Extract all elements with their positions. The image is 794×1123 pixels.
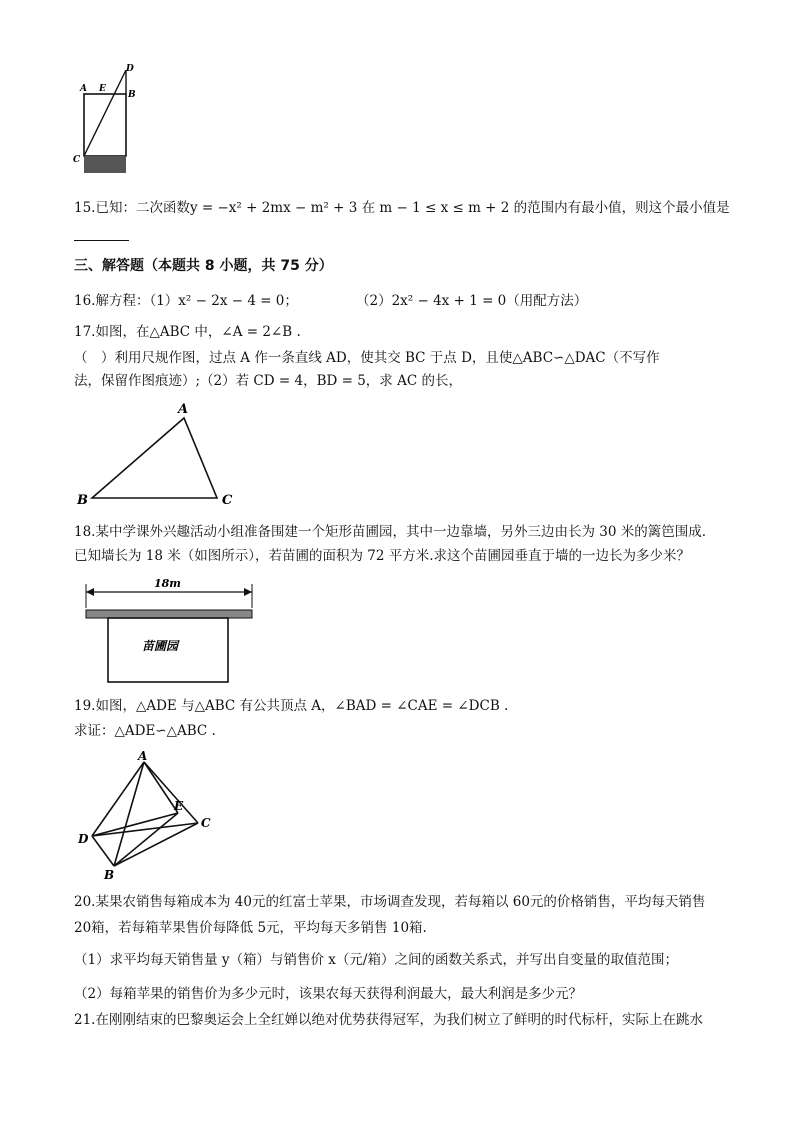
question-21-line1: 21.在刚刚结束的巴黎奥运会上全红婵以绝对优势获得冠军，为我们树立了鲜明的时代标杆，实际上在跳水 <box>74 1012 703 1028</box>
q15-text: 15.已知：二次函数y = −x² + 2mx − m² + 3 在 m − 1 ≤ x ≤ m + 2 的范围内有最小值，则这个最小值是 <box>74 200 730 216</box>
question-16-part2 <box>356 291 587 311</box>
fig17-label-b: B <box>77 493 88 508</box>
question-20-line4: （2）每箱苹果的销售价为多少元时，该果农每天获得利润最大，最大利润是多少元？ <box>74 986 583 1002</box>
seg-ac <box>144 762 198 823</box>
seg-ab <box>114 762 144 866</box>
fig19-label-b: B <box>104 868 115 882</box>
question-15 <box>74 198 730 218</box>
seg-bc <box>114 823 198 866</box>
wall <box>86 610 252 618</box>
question-18-line1: 18.某中学课外兴趣活动小组准备围建一个矩形苗圃园，其中一边靠墙，另外三边由长为 30 米的篱笆围成. <box>74 524 707 540</box>
triangle-abc <box>92 418 217 498</box>
arrow-left <box>86 588 94 596</box>
fig14-label-c: C <box>73 155 81 165</box>
dimension-label: 18m <box>154 577 181 590</box>
fig19-label-c: C <box>201 816 211 830</box>
fig14-rectangle <box>84 94 126 156</box>
fig14-shaded-base <box>84 156 126 173</box>
question-20-line3: （1）求平均每天销售量 y（箱）与销售价 x（元/箱）之间的函数关系式，并写出自变量的取值范围； <box>74 952 678 968</box>
question-17-line3: 法，保留作图痕迹）;（2）若 CD = 4，BD = 5，求 AC 的长， <box>74 373 462 389</box>
fig19-label-a: A <box>138 749 148 763</box>
section-3-heading: 三、解答题（本题共 8 小题，共 75 分） <box>74 258 333 274</box>
fig17-label-a: A <box>178 402 189 417</box>
question-19-line1: 19.如图，△ADE 与△ABC 有公共顶点 A，∠BAD = ∠CAE = ∠DCB . <box>74 698 509 714</box>
fig14-label-d: D <box>126 64 134 74</box>
question-19-line2: 求证：△ADE∽△ABC . <box>74 723 216 739</box>
q16-part2: （2）2x² − 4x + 1 = 0（用配方法） <box>356 293 588 309</box>
question-18-line2: 已知墙长为 18 米（如图所示），若苗圃的面积为 72 平方米.求这个苗圃园垂直于墙的一边长为多少米？ <box>74 548 691 564</box>
fig19-label-d: D <box>78 832 89 846</box>
figure-q18-garden <box>74 572 264 688</box>
q15-answer-blank <box>74 226 129 245</box>
seg-db <box>92 836 114 866</box>
seg-dc <box>92 823 198 836</box>
seg-ae <box>144 762 178 813</box>
fig14-label-e: E <box>99 84 106 94</box>
figure-q17-triangle <box>74 398 244 510</box>
garden-label: 苗圃园 <box>142 639 179 653</box>
arrow-right <box>244 588 252 596</box>
fig14-line-cd <box>84 70 126 156</box>
fig14-label-a: A <box>80 84 87 94</box>
fig14-label-b: B <box>128 90 136 100</box>
question-20-line1: 20.某果农销售每箱成本为 40元的红富士苹果，市场调查发现，若每箱以 60元的价格销售，平均每天销售 <box>74 894 706 910</box>
fig19-label-e: E <box>174 799 184 813</box>
question-17-line1: 17.如图，在△ABC 中，∠A = 2∠B . <box>74 324 301 340</box>
question-20-line2: 20箱，若每箱苹果售价每降低 5元，平均每天多销售 10箱. <box>74 920 427 936</box>
question-17-line2: （ ）利用尺规作图，过点 A 作一条直线 AD，使其交 BC 于点 D，且使△ABC∽△DAC（不写作 <box>74 350 660 366</box>
fig17-label-c: C <box>222 493 233 508</box>
figure-q14 <box>70 62 140 182</box>
q16-part1: 16.解方程：（1）x² − 2x − 4 = 0； <box>74 293 298 309</box>
figure-q19 <box>74 748 224 883</box>
question-16 <box>74 291 298 311</box>
